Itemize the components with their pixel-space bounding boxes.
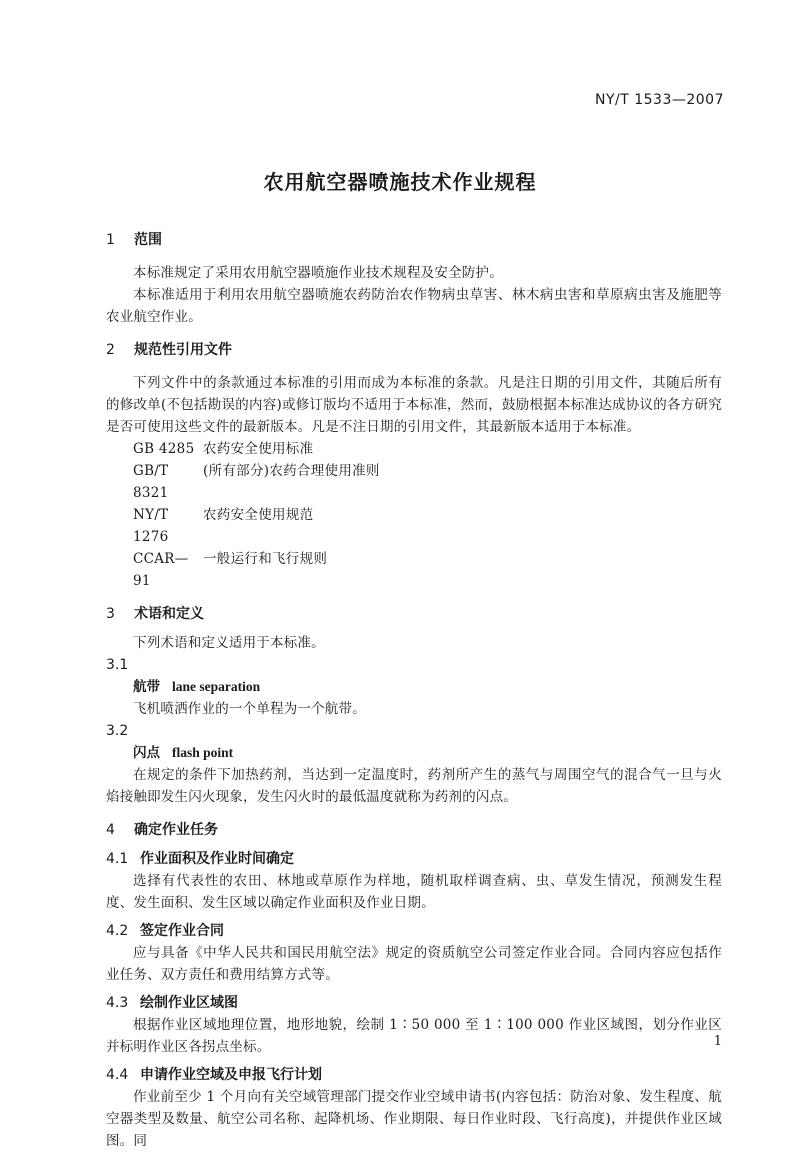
reference-title: 一般运行和飞行规则 — [203, 551, 328, 567]
paragraph: 下列术语和定义适用于本标准。 — [133, 635, 325, 651]
reference-title: (所有部分)农药合理使用准则 — [203, 463, 380, 479]
paragraph: 本标准规定了采用农用航空器喷施作业技术规程及安全防护。 — [133, 265, 503, 281]
subsection-heading: 4.4 申请作业空域及申报飞行计划 — [106, 1067, 322, 1083]
section-3-heading — [106, 604, 722, 624]
section-title: 规范性引用文件 — [134, 342, 232, 358]
reference-item — [106, 548, 722, 592]
paragraph: 选择有代表性的农田、林地或草原作为样地，随机取样调查病、虫、草发生情况，预测发生程度、发生面积、发生区域以确定作业面积及作业日期。 — [106, 873, 722, 911]
reference-code: NY/T 1276 — [133, 507, 169, 545]
section-title: 确定作业任务 — [134, 822, 218, 838]
term-zh: 闪点 — [133, 745, 160, 761]
section-1-heading — [106, 230, 722, 250]
section-number: 2 — [106, 342, 115, 358]
subsection-heading: 4.3 绘制作业区域图 — [106, 995, 238, 1011]
document-title: 农用航空器喷施技术作业规程 — [263, 170, 537, 194]
paragraph: 作业前至少 1 个月向有关空域管理部门提交作业空域申请书(内容包括：防治对象、发生程度、航空器类型及数量、航空公司名称、起降机场、作业期限、每日作业时段、飞行高度)，并提供作业区域图。同 — [106, 1089, 722, 1149]
section-4-heading — [106, 820, 722, 840]
paragraph: 根据作业区域地理位置，地形地貌，绘制 1∶50 000 至 1∶100 000 作业区域图，划分作业区并标明作业区各拐点坐标。 — [106, 1017, 722, 1055]
section-number: 1 — [106, 232, 115, 248]
section-number: 4 — [106, 822, 115, 838]
section-title: 术语和定义 — [134, 606, 204, 622]
term-entry — [106, 742, 722, 764]
term-en: flash point — [172, 745, 234, 760]
reference-code: GB 4285 — [133, 441, 195, 457]
page-number: 1 — [713, 1034, 722, 1049]
term-definition: 在规定的条件下加热药剂，当达到一定温度时，药剂所产生的蒸气与周围空气的混合气一旦与火焰接触即发生闪火现象，发生闪火时的最低温度就称为药剂的闪点。 — [106, 767, 722, 805]
term-number: 3.1 — [106, 657, 129, 673]
section-number: 3 — [106, 606, 115, 622]
reference-title: 农药安全使用规范 — [203, 507, 314, 523]
reference-item — [106, 438, 722, 460]
subsection-heading: 4.2 签定作业合同 — [106, 923, 224, 939]
reference-title: 农药安全使用标准 — [203, 441, 314, 457]
section-title: 范围 — [134, 232, 162, 248]
reference-item — [106, 460, 722, 504]
paragraph: 应与具备《中华人民共和国民用航空法》规定的资质航空公司签定作业合同。合同内容应包括作业任务、双方责任和费用结算方式等。 — [106, 945, 722, 983]
term-definition: 飞机喷洒作业的一个单程为一个航带。 — [133, 701, 366, 717]
paragraph: 本标准适用于利用农用航空器喷施农药防治农作物病虫草害、林木病虫害和草原病虫害及施肥等农业航空作业。 — [106, 287, 722, 325]
term-zh: 航带 — [133, 679, 160, 695]
section-2-heading — [106, 340, 722, 360]
paragraph: 下列文件中的条款通过本标准的引用而成为本标准的条款。凡是注日期的引用文件，其随后所有的修改单(不包括勘误的内容)或修订版均不适用于本标准，然而，鼓励根据本标准达成协议的各方研究是否可使用这些文件的最新版本。凡是不注日期的引用文件，其最新版本适用于本标准。 — [106, 375, 722, 435]
term-entry — [106, 676, 722, 698]
reference-item — [106, 504, 722, 548]
subsection-heading: 4.1 作业面积及作业时间确定 — [106, 851, 294, 867]
reference-code: CCAR—91 — [133, 551, 189, 589]
term-number: 3.2 — [106, 723, 129, 739]
document-body — [106, 230, 722, 1152]
reference-code: GB/T 8321 — [133, 463, 169, 501]
standard-code: NY/T 1533—2007 — [594, 92, 724, 108]
term-en: lane separation — [172, 679, 261, 694]
